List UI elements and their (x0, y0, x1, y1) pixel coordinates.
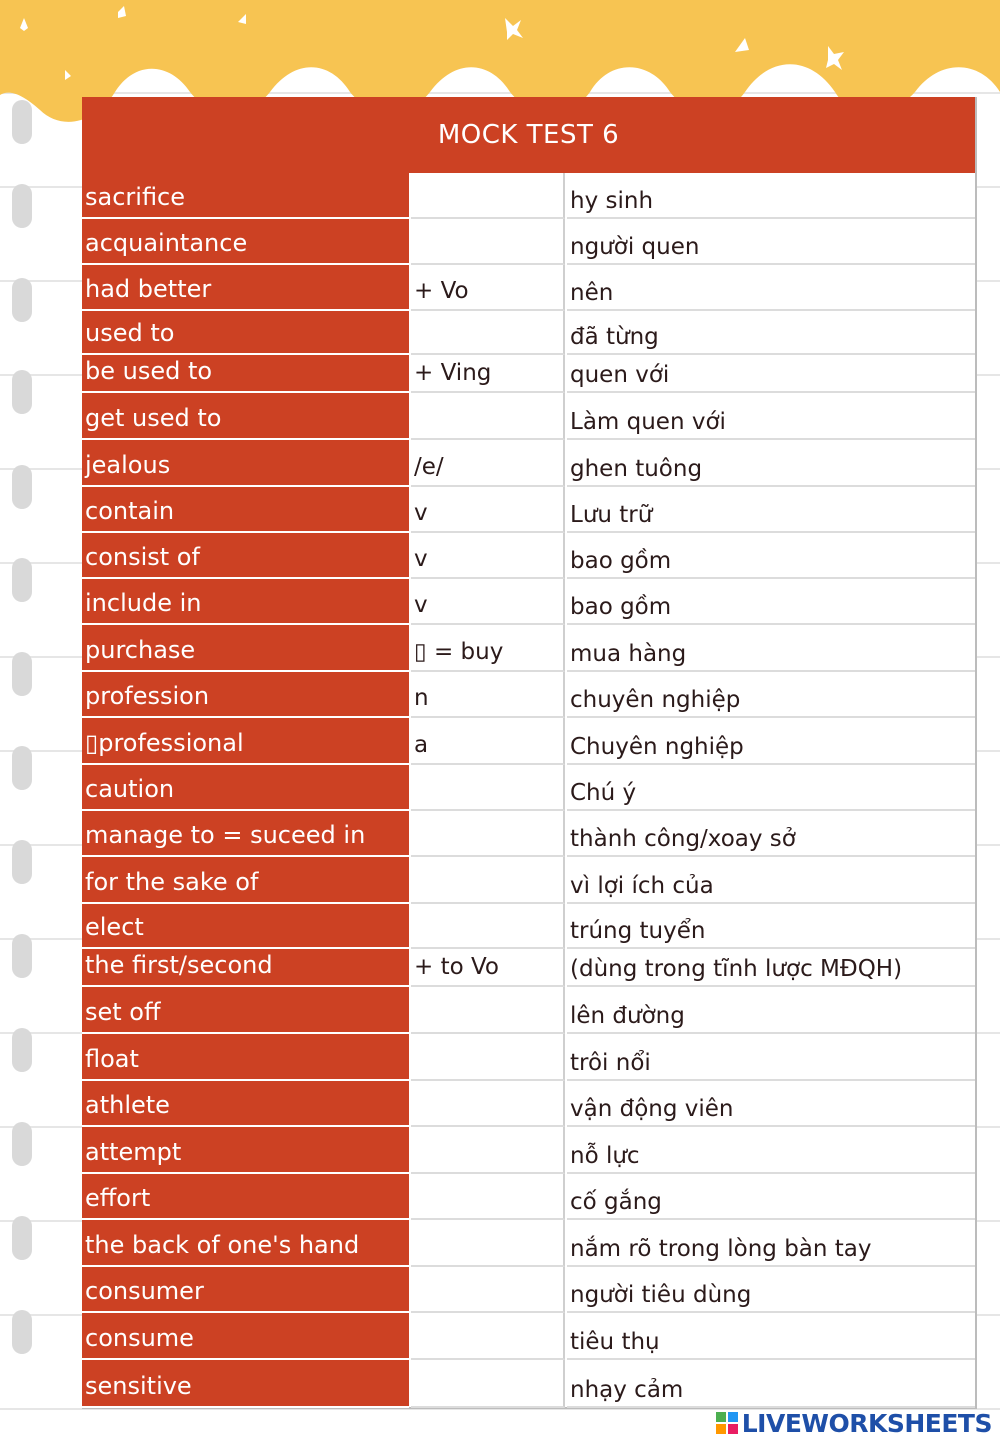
term-cell: float (82, 1034, 409, 1081)
note-cell: n (411, 672, 565, 718)
meaning-cell: (dùng trong tĩnh lược MĐQH) (567, 949, 975, 987)
note-cell (411, 1360, 565, 1408)
binder-hole (12, 746, 32, 790)
note-cell (411, 219, 565, 265)
meaning-cell: người tiêu dùng (567, 1267, 975, 1313)
binder-hole (12, 465, 32, 509)
table-row (82, 765, 975, 811)
meaning-cell: thành công/xoay sở (567, 811, 975, 857)
table-row (82, 533, 975, 579)
meaning-cell: hy sinh (567, 173, 975, 219)
meaning-cell: Lưu trữ (567, 487, 975, 533)
note-cell: + Vo (411, 265, 565, 311)
note-cell (411, 1034, 565, 1081)
term-cell: purchase (82, 625, 409, 672)
table-row (82, 1360, 975, 1408)
table-row (82, 949, 975, 987)
note-cell: v (411, 533, 565, 579)
brand-logo-icon (716, 1412, 738, 1434)
meaning-cell: lên đường (567, 987, 975, 1034)
term-cell: sacrifice (82, 173, 409, 219)
note-cell (411, 811, 565, 857)
binder-hole (12, 934, 32, 978)
meaning-cell: bao gồm (567, 533, 975, 579)
term-cell: for the sake of (82, 857, 409, 904)
meaning-cell: trúng tuyển (567, 904, 975, 949)
term-cell: the first/second (82, 949, 409, 987)
table-row (82, 625, 975, 672)
term-cell: manage to = suceed in (82, 811, 409, 857)
binder-hole (12, 184, 32, 228)
note-cell (411, 1313, 565, 1360)
term-cell: consist of (82, 533, 409, 579)
binder-hole (12, 1216, 32, 1260)
term-cell: be used to (82, 355, 409, 393)
meaning-cell: Làm quen với (567, 393, 975, 440)
term-cell: get used to (82, 393, 409, 440)
vocabulary-sheet (82, 97, 977, 1409)
table-row (82, 857, 975, 904)
table-row (82, 1313, 975, 1360)
table-row (82, 311, 975, 355)
term-cell: include in (82, 579, 409, 625)
meaning-cell: nắm rõ trong lòng bàn tay (567, 1220, 975, 1267)
liveworksheets-brand (716, 1407, 992, 1439)
meaning-cell: bao gồm (567, 579, 975, 625)
binder-hole (12, 840, 32, 884)
meaning-cell: nỗ lực (567, 1127, 975, 1174)
meaning-cell: quen với (567, 355, 975, 393)
meaning-cell: nên (567, 265, 975, 311)
table-row (82, 1220, 975, 1267)
table-row (82, 487, 975, 533)
meaning-cell: Chú ý (567, 765, 975, 811)
table-row (82, 1174, 975, 1220)
table-row (82, 1267, 975, 1313)
note-cell (411, 765, 565, 811)
table-row (82, 173, 975, 219)
meaning-cell: chuyên nghiệp (567, 672, 975, 718)
term-cell: the back of one's hand (82, 1220, 409, 1267)
note-cell: /e/ (411, 440, 565, 487)
note-cell: v (411, 579, 565, 625)
binder-hole (12, 1028, 32, 1072)
note-cell (411, 904, 565, 949)
table-row (82, 440, 975, 487)
term-cell: profession (82, 672, 409, 718)
sheet-title: MOCK TEST 6 (82, 97, 975, 173)
meaning-cell: đã từng (567, 311, 975, 355)
term-cell: acquaintance (82, 219, 409, 265)
term-cell: effort (82, 1174, 409, 1220)
table-row (82, 987, 975, 1034)
term-cell: contain (82, 487, 409, 533)
meaning-cell: nhạy cảm (567, 1360, 975, 1408)
binder-holes (12, 0, 34, 1443)
binder-hole (12, 370, 32, 414)
note-cell (411, 1127, 565, 1174)
note-cell (411, 173, 565, 219)
term-cell: elect (82, 904, 409, 949)
term-cell: ▯professional (82, 718, 409, 765)
note-cell (411, 987, 565, 1034)
table-row (82, 265, 975, 311)
binder-hole (12, 1122, 32, 1166)
note-cell: + to Vo (411, 949, 565, 987)
term-cell: used to (82, 311, 409, 355)
binder-hole (12, 558, 32, 602)
meaning-cell: cố gắng (567, 1174, 975, 1220)
table-row (82, 393, 975, 440)
term-cell: had better (82, 265, 409, 311)
meaning-cell: trôi nổi (567, 1034, 975, 1081)
term-cell: consumer (82, 1267, 409, 1313)
meaning-cell: Chuyên nghiệp (567, 718, 975, 765)
table-row (82, 672, 975, 718)
term-cell: jealous (82, 440, 409, 487)
term-cell: consume (82, 1313, 409, 1360)
meaning-cell: vì lợi ích của (567, 857, 975, 904)
meaning-cell: vận động viên (567, 1081, 975, 1127)
note-cell (411, 393, 565, 440)
note-cell (411, 857, 565, 904)
table-row (82, 811, 975, 857)
note-cell: + Ving (411, 355, 565, 393)
note-cell: v (411, 487, 565, 533)
brand-text: LIVEWORKSHEETS (741, 1408, 992, 1438)
meaning-cell: mua hàng (567, 625, 975, 672)
table-row (82, 1034, 975, 1081)
table-row (82, 355, 975, 393)
table-row (82, 1081, 975, 1127)
note-cell (411, 1174, 565, 1220)
term-cell: set off (82, 987, 409, 1034)
term-cell: sensitive (82, 1360, 409, 1408)
note-cell (411, 311, 565, 355)
meaning-cell: người quen (567, 219, 975, 265)
note-cell (411, 1267, 565, 1313)
note-cell (411, 1220, 565, 1267)
table-row (82, 579, 975, 625)
table-row (82, 904, 975, 949)
note-cell: a (411, 718, 565, 765)
binder-hole (12, 652, 32, 696)
term-cell: caution (82, 765, 409, 811)
meaning-cell: tiêu thụ (567, 1313, 975, 1360)
table-row (82, 718, 975, 765)
binder-hole (12, 1310, 32, 1354)
binder-hole (12, 278, 32, 322)
table-row (82, 1127, 975, 1174)
meaning-cell: ghen tuông (567, 440, 975, 487)
binder-hole (12, 100, 32, 144)
table-row (82, 219, 975, 265)
note-cell (411, 1081, 565, 1127)
term-cell: athlete (82, 1081, 409, 1127)
note-cell: ▯ = buy (411, 625, 565, 672)
term-cell: attempt (82, 1127, 409, 1174)
